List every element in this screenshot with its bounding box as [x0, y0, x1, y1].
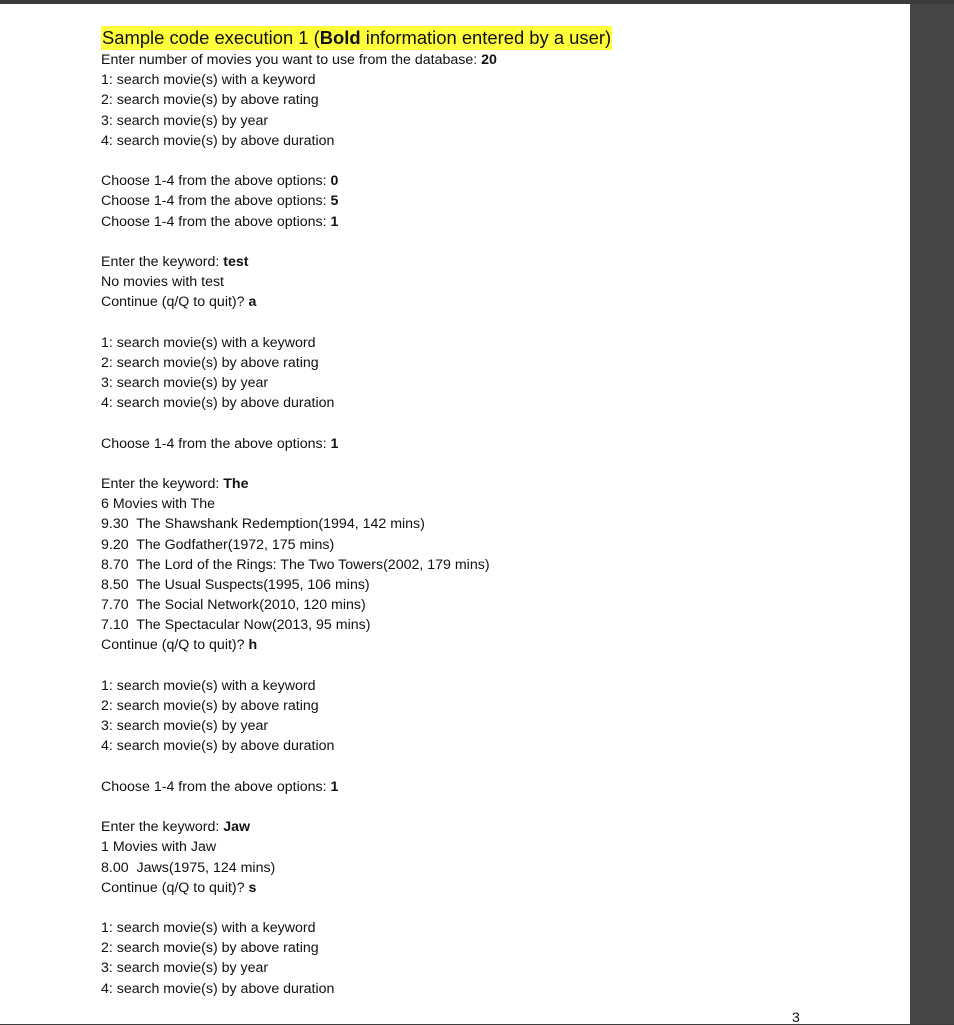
program-output: 4: search movie(s) by above duration	[101, 980, 335, 997]
blank-line	[101, 898, 612, 918]
program-output: Continue (q/Q to quit)?	[101, 637, 249, 654]
program-output: 8.70 The Lord of the Rings: The Two Towers(2002, 179 mins)	[101, 556, 490, 573]
program-output: 9.30 The Shawshank Redemption(1994, 142 mins)	[101, 516, 425, 533]
program-output: 2: search movie(s) by above rating	[101, 698, 319, 714]
program-output: 1: search movie(s) with a keyword	[101, 72, 316, 89]
program-output: 9.20 The Godfather(1972, 175 mins)	[101, 536, 335, 553]
program-output: 3: search movie(s) by year	[101, 112, 269, 129]
program-output: 6 Movies with The	[101, 496, 216, 513]
user-input: 5	[330, 193, 339, 210]
transcript-line	[101, 191, 612, 211]
transcript-line	[101, 90, 612, 110]
transcript-line	[101, 252, 612, 272]
program-output: 2: search movie(s) by above rating	[101, 354, 319, 371]
heading-bold-word: Bold	[319, 27, 361, 48]
transcript-line	[101, 272, 612, 292]
program-output: 4: search movie(s) by above duration	[101, 738, 335, 755]
transcript-line	[101, 595, 612, 615]
blank-line	[101, 151, 612, 171]
program-output: 1: search movie(s) with a keyword	[101, 920, 316, 937]
transcript-line	[101, 373, 612, 393]
transcript-line	[101, 555, 612, 575]
user-input: a	[248, 294, 257, 311]
program-output: 2: search movie(s) by above rating	[101, 92, 319, 109]
transcript-line	[101, 494, 612, 514]
user-input: Jaw	[223, 819, 251, 836]
program-output: Choose 1-4 from the above options:	[101, 778, 331, 795]
program-output: 1: search movie(s) with a keyword	[101, 677, 316, 694]
user-input: test	[223, 253, 249, 270]
transcript-line	[101, 858, 612, 878]
heading-prefix: Sample code execution 1 (	[102, 27, 320, 48]
viewer-side-panel	[910, 4, 954, 1024]
transcript-line	[101, 333, 612, 353]
user-input: The	[223, 475, 249, 492]
user-input: h	[248, 637, 258, 654]
page-number: 3	[792, 1009, 800, 1025]
program-output: 2: search movie(s) by above rating	[101, 940, 319, 957]
user-input: 1	[330, 213, 339, 230]
heading-suffix: information entered by a user)	[360, 27, 612, 48]
user-input: 0	[330, 173, 339, 190]
transcript-line	[101, 918, 612, 938]
program-output: Continue (q/Q to quit)?	[101, 294, 249, 311]
transcript-line	[101, 817, 612, 837]
program-output: Choose 1-4 from the above options:	[101, 435, 331, 452]
transcript-line	[101, 777, 612, 797]
transcript-line	[101, 70, 612, 90]
transcript-line	[101, 716, 612, 736]
blank-line	[101, 757, 612, 777]
program-output: Choose 1-4 from the above options:	[101, 193, 331, 210]
section-heading	[101, 26, 612, 50]
program-output: Enter the keyword:	[101, 819, 224, 836]
user-input: 1	[330, 778, 339, 795]
program-output: 7.10 The Spectacular Now(2013, 95 mins)	[101, 617, 371, 634]
transcript-line	[101, 635, 612, 655]
transcript-line	[101, 393, 612, 413]
transcript-line	[101, 514, 612, 534]
transcript-line	[101, 878, 612, 898]
blank-line	[101, 413, 612, 433]
program-output: 7.70 The Social Network(2010, 120 mins)	[101, 597, 366, 614]
user-input: 1	[330, 435, 339, 452]
program-output: Choose 1-4 from the above options:	[101, 213, 331, 230]
transcript-line	[101, 979, 612, 999]
transcript-line	[101, 938, 612, 958]
blank-line	[101, 656, 612, 676]
program-output: No movies with test	[101, 274, 224, 291]
page-content	[101, 26, 612, 999]
transcript-line	[101, 837, 612, 857]
transcript-line	[101, 111, 612, 131]
transcript-line	[101, 474, 612, 494]
program-output: 8.50 The Usual Suspects(1995, 106 mins)	[101, 576, 370, 593]
transcript-line	[101, 212, 612, 232]
program-output: Continue (q/Q to quit)?	[101, 879, 249, 896]
transcript-line	[101, 353, 612, 373]
document-page	[0, 4, 910, 1024]
program-output: 1 Movies with Jaw	[101, 839, 217, 856]
program-output: Enter the keyword:	[101, 253, 224, 270]
program-output: Choose 1-4 from the above options:	[101, 173, 331, 190]
transcript-line	[101, 171, 612, 191]
program-output: 8.00 Jaws(1975, 124 mins)	[101, 859, 276, 876]
transcript-line	[101, 736, 612, 756]
user-input: s	[248, 879, 257, 896]
transcript-line	[101, 696, 612, 716]
transcript-line	[101, 50, 612, 70]
blank-line	[101, 232, 612, 252]
transcript-line	[101, 958, 612, 978]
console-transcript	[101, 50, 612, 999]
blank-line	[101, 797, 612, 817]
program-output: 3: search movie(s) by year	[101, 718, 269, 735]
transcript-line	[101, 676, 612, 696]
program-output: 3: search movie(s) by year	[101, 960, 269, 977]
transcript-line	[101, 131, 612, 151]
transcript-line	[101, 434, 612, 454]
program-output: Enter the keyword:	[101, 475, 224, 492]
transcript-line	[101, 615, 612, 635]
transcript-line	[101, 292, 612, 312]
program-output: 3: search movie(s) by year	[101, 375, 269, 391]
program-output: 4: search movie(s) by above duration	[101, 132, 335, 149]
user-input: 20	[481, 52, 497, 68]
blank-line	[101, 312, 612, 332]
transcript-line	[101, 535, 612, 555]
program-output: 4: search movie(s) by above duration	[101, 395, 335, 412]
program-output: Enter number of movies you want to use from the database:	[101, 52, 482, 68]
transcript-line	[101, 575, 612, 595]
program-output: 1: search movie(s) with a keyword	[101, 334, 316, 351]
blank-line	[101, 454, 612, 474]
